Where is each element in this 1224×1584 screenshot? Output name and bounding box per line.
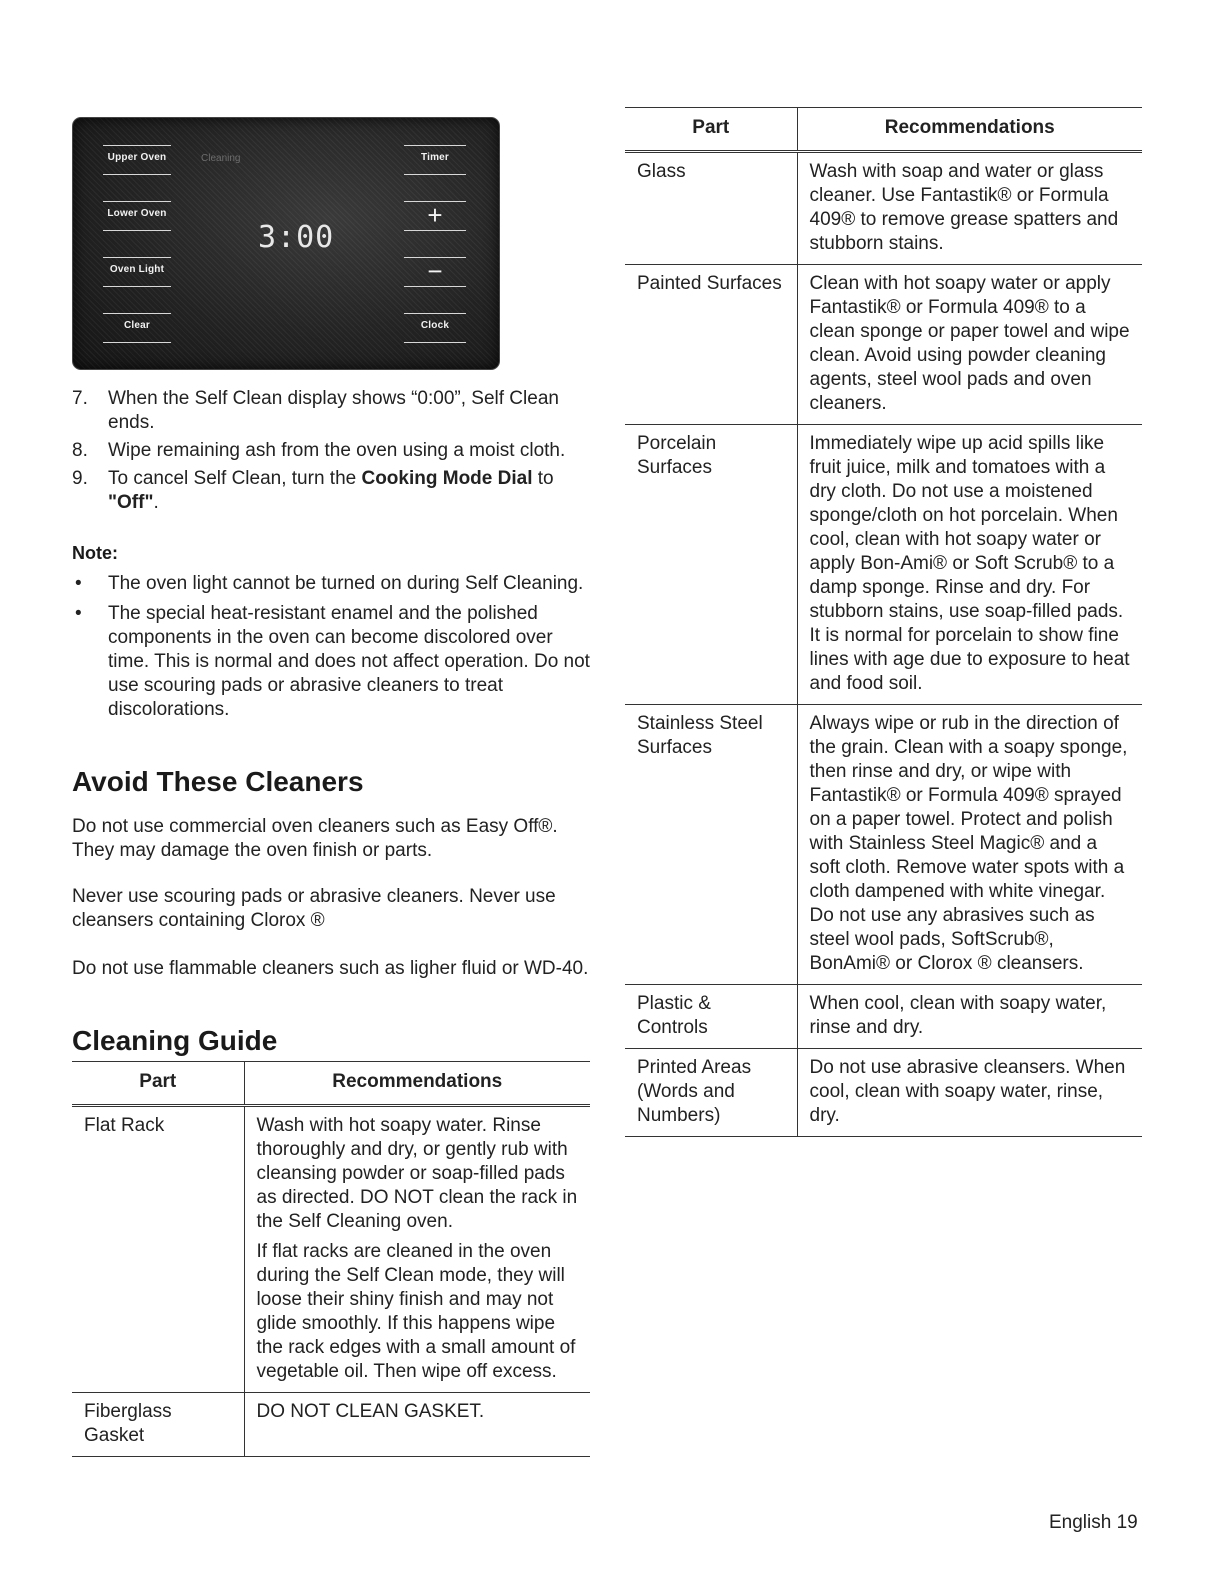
recommendation-text: Wash with soap and water or glass cleaner. Use Fantastik® or Formula 409® to remove grease spatters and stubborn stains. xyxy=(809,161,1119,254)
cleaning-guide-table-right xyxy=(625,107,1142,1137)
recommendation-text: Clean with hot soapy water or apply Fantastik® or Formula 409® to a clean sponge or paper towel and wipe clean. Avoid using powder cleaning agents, steel wool pads and oven cleaners. xyxy=(809,273,1130,414)
step-number: 8. xyxy=(72,440,88,461)
clear-label: Clear xyxy=(123,320,150,331)
part-cell: Stainless Steel Surfaces xyxy=(625,705,797,985)
table-row xyxy=(625,1049,1142,1137)
recommendation-text: DO NOT CLEAN GASKET. xyxy=(256,1401,485,1422)
cleaning-guide-table-left xyxy=(72,1061,590,1457)
minus-button xyxy=(404,257,466,287)
recommendation-cell xyxy=(244,1106,590,1393)
plus-icon: + xyxy=(427,200,443,230)
recommendation-text: Wash with hot soapy water. Rinse thoroughly and dry, or gently rub with cleansing powder or soap-filled pads as directed. DO NOT clean the rack in the Self Cleaning oven. xyxy=(256,1115,578,1232)
minus-icon: − xyxy=(427,256,443,286)
recommendations-column-header: Recommendations xyxy=(244,1062,590,1106)
step-item xyxy=(72,467,592,515)
recommendation-cell xyxy=(244,1393,590,1457)
recommendation-text: If flat racks are cleaned in the oven during the Self Clean mode, they will loose their shiny finish and may not glide smoothly. If this happens wipe the rack edges with a small amount of vegetable oil. Then wipe off excess. xyxy=(256,1241,576,1382)
steps-list xyxy=(72,387,592,519)
recommendation-cell xyxy=(797,152,1142,265)
part-column-header: Part xyxy=(625,108,797,152)
recommendation-cell xyxy=(797,1049,1142,1137)
cleaning-guide-heading: Cleaning Guide xyxy=(72,1025,278,1056)
part-cell: Plastic & Controls xyxy=(625,985,797,1049)
upper-oven-label: Upper Oven xyxy=(107,152,167,163)
plus-button xyxy=(404,201,466,231)
part-cell: Porcelain Surfaces xyxy=(625,425,797,705)
recommendation-cell xyxy=(797,265,1142,425)
table-row xyxy=(625,705,1142,985)
part-cell: Painted Surfaces xyxy=(625,265,797,425)
step-text-mid: to xyxy=(532,468,554,489)
part-cell: Flat Rack xyxy=(72,1106,244,1393)
avoid-cleaners-heading: Avoid These Cleaners xyxy=(72,766,364,797)
table-row xyxy=(625,985,1142,1049)
part-cell: Printed Areas (Words and Numbers) xyxy=(625,1049,797,1137)
recommendation-cell xyxy=(797,425,1142,705)
table-row xyxy=(72,1106,590,1393)
cleaning-status: Cleaning xyxy=(201,153,241,164)
timer-display: 3:00 xyxy=(258,220,335,255)
step-text: Wipe remaining ash from the oven using a moist cloth. xyxy=(108,440,566,461)
recommendation-text: Immediately wipe up acid spills like fruit juice, milk and tomatoes with a dry cloth. Do not use a moistened sponge/cloth on hot porcelain. When cool, clean with hot soapy water or apply Bon-Ami® or Soft Scrub® to a damp sponge. Rinse and dry. For stubborn stains, use soap-filled pads. It is normal for porcelain to show fine lines with age due to exposure to heat and food soil. xyxy=(809,433,1130,694)
part-cell: Glass xyxy=(625,152,797,265)
page-footer: English 19 xyxy=(1049,1512,1138,1533)
oven-light-label: Oven Light xyxy=(109,264,165,275)
recommendation-cell xyxy=(797,705,1142,985)
table-row xyxy=(625,425,1142,705)
table-row xyxy=(72,1393,590,1457)
clear-button xyxy=(103,313,171,343)
recommendations-column-header: Recommendations xyxy=(797,108,1142,152)
part-column-header: Part xyxy=(72,1062,244,1106)
step-item xyxy=(72,387,592,435)
note-text: The oven light cannot be turned on during Self Cleaning. xyxy=(108,573,584,594)
lower-oven-label: Lower Oven xyxy=(107,208,167,219)
step-text: When the Self Clean display shows “0:00”, Self Clean ends. xyxy=(108,388,559,433)
timer-label: Timer xyxy=(420,152,450,163)
avoid-paragraph: Never use scouring pads or abrasive cleaners. Never use cleansers containing Clorox ® xyxy=(72,886,556,931)
step-text-post: . xyxy=(153,492,159,513)
table-row xyxy=(625,265,1142,425)
avoid-paragraph: Do not use flammable cleaners such as ligher fluid or WD-40. xyxy=(72,958,589,979)
off-term: "Off" xyxy=(108,492,154,513)
cooking-mode-dial-term: Cooking Mode Dial xyxy=(361,468,533,489)
notes-list xyxy=(72,572,592,728)
bullet: • xyxy=(75,603,82,624)
part-cell: Fiberglass Gasket xyxy=(72,1393,244,1457)
oven-light-button xyxy=(103,257,171,287)
table-row xyxy=(625,152,1142,265)
recommendation-text: Do not use abrasive cleansers. When cool, clean with soapy water, rinse, dry. xyxy=(809,1057,1126,1126)
lower-oven-button xyxy=(103,201,171,231)
clock-label: Clock xyxy=(420,320,450,331)
step-number: 9. xyxy=(72,468,88,489)
step-number: 7. xyxy=(72,388,88,409)
note-heading: Note: xyxy=(72,543,118,563)
timer-button xyxy=(404,145,466,175)
avoid-paragraph: Do not use commercial oven cleaners such as Easy Off®. They may damage the oven finish or parts. xyxy=(72,816,558,861)
note-text: The special heat-resistant enamel and the polished components in the oven can become discolored over time. This is normal and does not affect operation. Do not use scouring pads or abrasive cleaners to treat discolorations. xyxy=(108,603,590,720)
note-item xyxy=(72,572,592,596)
recommendation-text: When cool, clean with soapy water, rinse and dry. xyxy=(809,993,1107,1038)
clock-button xyxy=(404,313,466,343)
upper-oven-button xyxy=(103,145,171,175)
recommendation-cell xyxy=(797,985,1142,1049)
control-panel-image xyxy=(72,117,500,370)
note-item xyxy=(72,602,592,722)
step-item xyxy=(72,439,592,463)
bullet: • xyxy=(75,573,82,594)
recommendation-text: Always wipe or rub in the direction of the grain. Clean with a soapy sponge, then rinse and dry, or wipe with Fantastik® or Formula 409® sprayed on a paper towel. Protect and polish with Stainless Steel Magic® and a soft cloth. Remove water spots with a cloth dampened with white vinegar. Do not use any abrasives such as steel wool pads, SoftScrub®, BonAmi® or Clorox ® cleansers. xyxy=(809,713,1128,974)
step-text-pre: To cancel Self Clean, turn the xyxy=(108,468,362,489)
